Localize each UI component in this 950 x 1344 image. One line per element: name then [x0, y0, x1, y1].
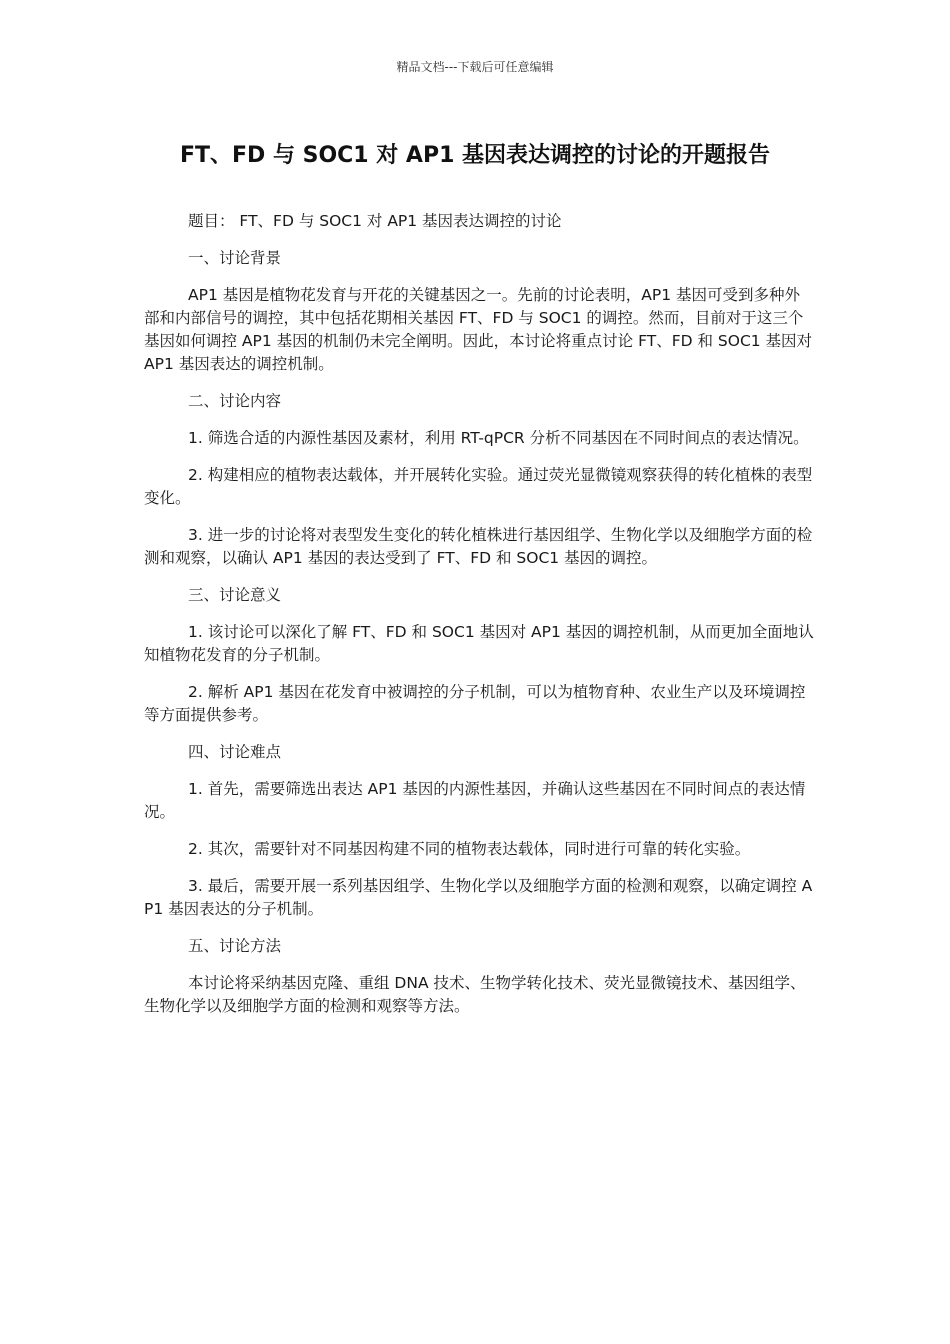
document-body: [144, 210, 814, 1032]
difficulty-item: 2. 其次，需要针对不同基因构建不同的植物表达载体，同时进行可靠的转化实验。: [188, 840, 751, 858]
difficulty-item: 3. 最后，需要开展一系列基因组学、生物化学以及细胞学方面的检测和观察，以确定调控 AP1 基因表达的分子机制。: [144, 877, 813, 918]
section-heading-background: 一、讨论背景: [188, 249, 282, 267]
difficulty-item: 1. 首先，需要筛选出表达 AP1 基因的内源性基因，并确认这些基因在不同时间点的表达情况。: [144, 780, 806, 821]
content-item: 1. 筛选合适的内源性基因及素材，利用 RT-qPCR 分析不同基因在不同时间点的表达情况。: [188, 429, 809, 447]
content-item: 3. 进一步的讨论将对表型发生变化的转化植株进行基因组学、生物化学以及细胞学方面的检测和观察，以确认 AP1 基因的表达受到了 FT、FD 和 SOC1 基因的调控。: [144, 526, 813, 567]
significance-item: 1. 该讨论可以深化了解 FT、FD 和 SOC1 基因对 AP1 基因的调控机制，从而更加全面地认知植物花发育的分子机制。: [144, 623, 814, 664]
header-note: 精品文档---下载后可任意编辑: [396, 60, 554, 74]
significance-item: 2. 解析 AP1 基因在花发育中被调控的分子机制，可以为植物育种、农业生产以及环境调控等方面提供参考。: [144, 683, 806, 724]
section-heading-content: 二、讨论内容: [188, 392, 282, 410]
section-heading-methods: 五、讨论方法: [188, 937, 282, 955]
section-heading-significance: 三、讨论意义: [188, 586, 282, 604]
background-paragraph: AP1 基因是植物花发育与开花的关键基因之一。先前的讨论表明，AP1 基因可受到多种外部和内部信号的调控，其中包括花期相关基因 FT、FD 与 SOC1 的调控。然而，目前对于这三个基因如何调控 AP1 基因的机制仍未完全阐明。因此，本讨论将重点讨论 FT、FD 和 SOC1 基因对 AP1 基因表达的调控机制。: [144, 286, 813, 373]
methods-paragraph: 本讨论将采纳基因克隆、重组 DNA 技术、生物学转化技术、荧光显微镜技术、基因组学、生物化学以及细胞学方面的检测和观察等方法。: [144, 974, 806, 1015]
content-item: 2. 构建相应的植物表达载体，并开展转化实验。通过荧光显微镜观察获得的转化植株的表型变化。: [144, 466, 813, 507]
topic-line: 题目： FT、FD 与 SOC1 对 AP1 基因表达调控的讨论: [188, 212, 562, 230]
section-heading-difficulties: 四、讨论难点: [188, 743, 282, 761]
document-title: FT、FD 与 SOC1 对 AP1 基因表达调控的讨论的开题报告: [179, 143, 771, 168]
